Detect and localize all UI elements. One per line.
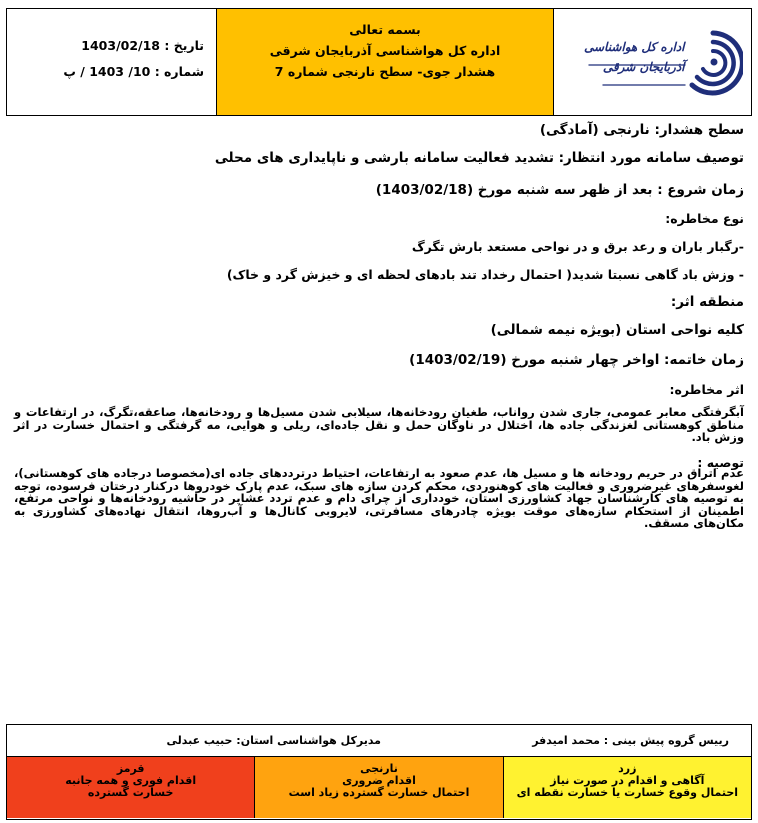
document-meta [7, 9, 217, 115]
meteorology-logo [563, 25, 743, 99]
document-number: شماره : 10/ 1403 / پ [63, 64, 204, 79]
logo-cell [554, 9, 751, 115]
document-header [6, 8, 752, 116]
advice-text: عدم اتراق در حریم رودخانه ها و مسیل ها، عدم صعود به ارتفاعات، احتیاط درترددهای جاده ای(مخصوصا درجاده های کوهستانی)، لغوسفرهای غیرضروری و فعالیت های کوهنوردی، محکم کردن سازه های سبک، عدم پارک خودروها درکنار درختان فرسوده، توجه به توصیه های کارشناسان جهاد کشاورزی استان، خودداری از چرای دام و عدم تردد عشایر در حاشیه رودخانه‌ها و نواحی مرتفع، اطمینان از استحکام سازه‌های موقت بویژه چادرهای مسافرتی، لایروبی کانال‌ها و آب‌روها، انتقال نهاده‌های کشاورزی به مکان‌های مسقف. [14, 466, 744, 530]
signature-row [7, 725, 751, 757]
document-date: تاریخ : 1403/02/18 [81, 38, 204, 53]
director-general: مدیرکل هواشناسی استان: حبیب عبدلی [166, 734, 381, 747]
hazard-item: -رگبار باران و رعد برق و در نواحی مستعد بارش تگرگ [411, 239, 744, 254]
affected-area-label: منطقه اثر: [670, 294, 744, 310]
affected-area: کلیه نواحی استان (بویژه نیمه شمالی) [490, 322, 744, 338]
document-footer [6, 724, 752, 820]
impact-text: آبگرفتگی معابر عمومی، جاری شدن رواناب، طغیان رودخانه‌ها، سیلابی شدن مسیل‌ها و رودخانه‌ها، صاعقه،تگرگ، در ارتفاعات و مناطق کوهستانی لغزندگی جاده ها، اختلال در ناوگان حمل و نقل جاده‌ای، ریلی و هوایی، مه گرفتگی و احتمال خسارت در اثر وزش باد. [14, 405, 744, 444]
forecast-group-head: رییس گروه پیش بینی : محمد امیدفر [532, 734, 729, 747]
advice-label: توصیه : [697, 455, 744, 470]
warning-level: سطح هشدار: نارنجی (آمادگی) [539, 122, 744, 138]
organization-name: اداره کل هواشناسی آذربایجان شرقی [269, 43, 501, 58]
start-time: زمان شروع : بعد از ظهر سه شنبه مورخ (1403/02/18) [375, 182, 744, 198]
bismillah: بسمه تعالی [349, 22, 421, 37]
system-description: توصیف سامانه مورد انتظار: تشدید فعالیت سامانه بارشی و ناپایداری های محلی [214, 150, 744, 166]
warning-title: هشدار جوی- سطح نارنجی شماره 7 [274, 64, 496, 79]
logo-text: اداره کل هواشناسی آذربایجان شرقی [584, 40, 685, 74]
hazard-item: - وزش باد گاهی نسبتا شدید( احتمال رخداد تند بادهای لحظه ای و خیزش گرد و خاک) [226, 267, 744, 282]
hazard-type-label: نوع مخاطره: [665, 211, 744, 226]
document-title-box [217, 9, 554, 115]
legend-orange: نارنجی اقدام ضروری احتمال خسارت گسترده زیاد است [254, 757, 502, 818]
legend-red: قرمز اقدام فوری و همه جانبه خسارت گسترده [7, 757, 254, 818]
end-time: زمان خاتمه: اواخر چهار شنبه مورخ (1403/02/19) [409, 352, 744, 368]
legend-yellow: زرد آگاهی و اقدام در صورت نیاز احتمال وقوع خسارت یا خسارت نقطه ای [503, 757, 751, 818]
impact-label: اثر مخاطره: [669, 382, 744, 397]
warning-level-legend [7, 757, 751, 818]
